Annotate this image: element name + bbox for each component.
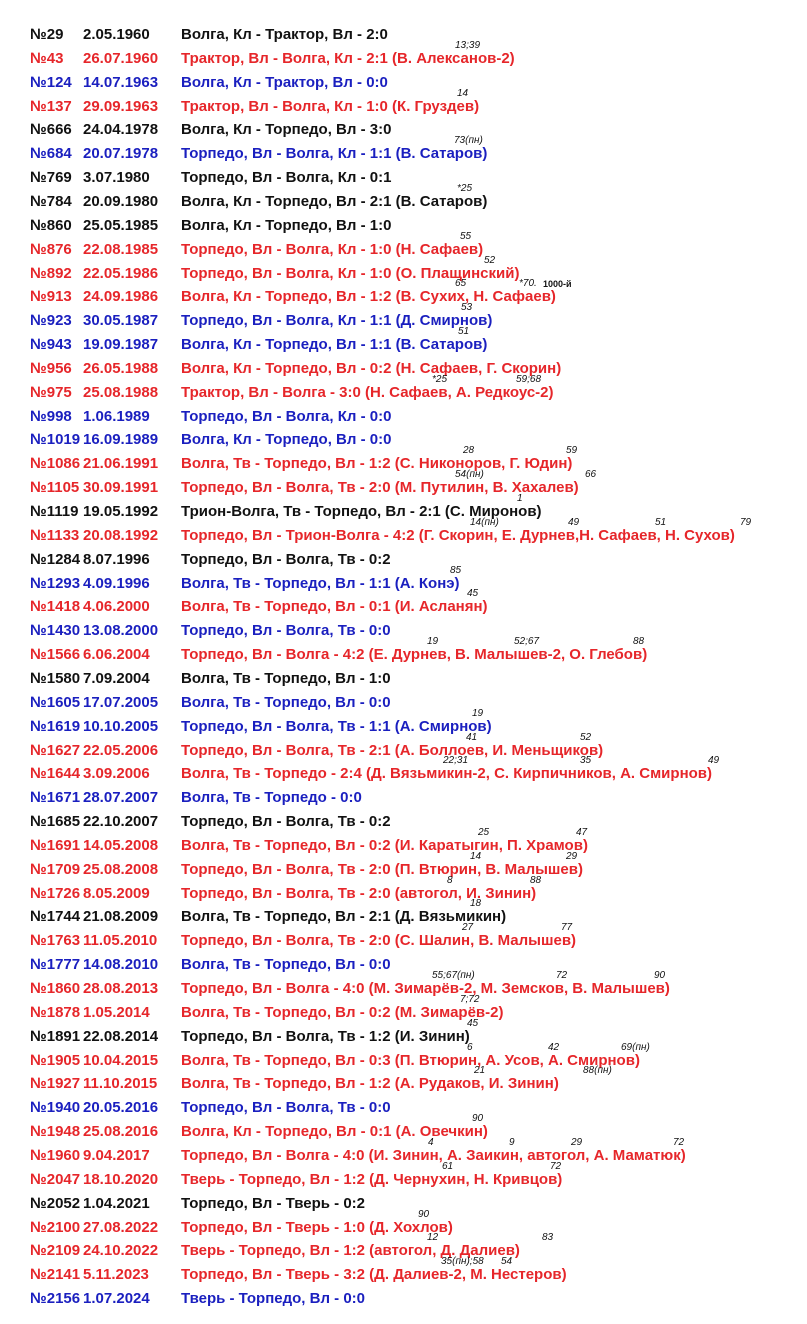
- match-date: 30.05.1987: [83, 312, 159, 330]
- match-result: Торпедо, Вл - Тверь - 1:0 (Д. Хохлов): [181, 1218, 453, 1236]
- goal-minute-note: 25: [478, 826, 490, 838]
- goal-minute-note: 35(пн);58: [441, 1256, 484, 1268]
- goal-minute-note: 65: [455, 278, 467, 290]
- match-row: [0, 787, 807, 811]
- match-date: 1.05.2014: [83, 1003, 150, 1021]
- match-row: [0, 922, 807, 954]
- goal-minute-note: 49: [708, 755, 720, 767]
- match-number: №1086: [30, 455, 81, 473]
- match-number: №998: [30, 407, 72, 425]
- match-date: 11.05.2010: [83, 932, 158, 950]
- match-row: [0, 588, 807, 620]
- goal-minute-note: 47: [576, 826, 588, 838]
- match-number: №137: [30, 97, 72, 115]
- match-date: 22.10.2007: [83, 813, 159, 831]
- match-number: №860: [30, 216, 72, 234]
- goal-minute-note: 88: [530, 874, 542, 886]
- match-result: Торпедо, Вл - Волга, Кл - 1:0 (О. Плащинский): [181, 264, 520, 282]
- match-result: Волга, Кл - Торпедо, Вл - 1:0: [181, 216, 392, 234]
- goal-minute-note: 88: [633, 636, 645, 648]
- goal-minute-note: 41: [466, 731, 478, 743]
- match-row: [0, 1193, 807, 1217]
- match-result: Волга, Тв - Торпедо, Вл - 0:1 (И. Асланян): [181, 598, 488, 616]
- match-row: [0, 1017, 807, 1050]
- goal-minute-note: 52: [580, 731, 592, 743]
- goal-minute-note: 49: [568, 516, 580, 528]
- match-row: [0, 24, 807, 48]
- match-date: 14.07.1963: [83, 73, 159, 91]
- match-date: 25.08.2016: [83, 1123, 159, 1141]
- match-number: №1763: [30, 932, 81, 950]
- match-number: №1709: [30, 860, 81, 878]
- goal-minute-note: 29: [566, 850, 578, 862]
- match-number: №1726: [30, 884, 81, 902]
- match-date: 14.05.2008: [83, 836, 159, 854]
- match-number: №1691: [30, 836, 81, 854]
- match-date: 2.05.1960: [83, 26, 150, 43]
- goal-minute-note: 8: [447, 874, 453, 886]
- match-date: 3.09.2006: [83, 765, 150, 783]
- goal-minute-note: *25: [432, 373, 448, 385]
- match-result: Торпедо, Вл - Волга, Тв - 0:2: [181, 550, 391, 568]
- match-number: №666: [30, 121, 72, 139]
- goal-minute-note: 28: [463, 445, 475, 457]
- match-row: [0, 39, 807, 72]
- match-result: Волга, Кл - Торпедо, Вл - 2:1 (В. Сатаров): [181, 192, 488, 210]
- goal-minute-note: 4: [428, 1136, 434, 1148]
- match-number: №2141: [30, 1266, 81, 1284]
- goal-minute-note: 45: [467, 1017, 479, 1029]
- goal-minute-note: 85: [450, 564, 462, 576]
- goal-minute-note: 14: [457, 87, 469, 99]
- match-number: №2052: [30, 1194, 81, 1212]
- match-result: Волга, Кл - Торпедо, Вл - 0:2 (Н. Сафаев, Г. Скорин): [181, 359, 562, 377]
- match-number: №1905: [30, 1051, 81, 1069]
- match-number: №923: [30, 312, 72, 330]
- match-date: 10.04.2015: [83, 1051, 159, 1069]
- match-result: Трион-Волга, Тв - Торпедо, Вл - 2:1 (С. Миронов): [181, 503, 542, 520]
- match-row: [0, 516, 807, 549]
- match-number: №1948: [30, 1123, 81, 1141]
- match-result: Волга, Тв - Торпедо, Вл - 1:2 (А. Рудаков, И. Зинин): [181, 1075, 559, 1093]
- match-result: Торпедо, Вл - Волга, Кл - 0:1: [181, 169, 392, 187]
- match-date: 10.10.2005: [83, 717, 159, 735]
- match-date: 13.08.2000: [83, 622, 159, 640]
- goal-minute-note: 42: [548, 1041, 560, 1053]
- match-date: 4.06.2000: [83, 598, 150, 616]
- match-date: 24.09.1986: [83, 288, 159, 306]
- match-result: Волга, Кл - Торпедо, Вл - 0:0: [181, 431, 392, 449]
- match-number: №1133: [30, 526, 80, 544]
- match-result: Трактор, Вл - Волга, Кл - 2:1 (В. Алексанов-2): [181, 49, 515, 67]
- goal-minute-note: 52;67: [514, 636, 540, 648]
- match-result: Волга, Кл - Трактор, Вл - 2:0: [181, 26, 388, 43]
- match-row: [0, 358, 807, 382]
- match-result: Торпедо, Вл - Волга, Тв - 2:0 (С. Шалин, В. Малышев): [181, 932, 577, 950]
- match-result: Торпедо, Вл - Волга, Кл - 1:1 (В. Сатаров): [181, 145, 488, 163]
- goal-minute-note: 73(пн): [454, 135, 483, 147]
- match-result: Волга, Кл - Торпедо, Вл - 1:2 (В. Сухих, Н. Сафаев): [181, 288, 556, 306]
- goal-minute-note: 66: [585, 469, 597, 481]
- goal-minute-note: *70.: [519, 278, 537, 290]
- match-number: №892: [30, 264, 72, 282]
- goal-minute-note: 19: [427, 636, 439, 648]
- match-number: №1418: [30, 598, 81, 616]
- match-row: [0, 993, 807, 1026]
- goal-minute-note: 54(пн): [455, 469, 484, 481]
- match-result: Торпедо, Вл - Волга, Кл - 0:0: [181, 407, 392, 425]
- match-row: [0, 970, 807, 1002]
- goal-minute-note: 12: [427, 1232, 439, 1244]
- match-row: [0, 445, 807, 477]
- match-result: Торпедо, Вл - Волга, Тв - 2:0 (автогол, И. Зинин): [181, 884, 537, 902]
- goal-minute-note: 55;67(пн): [432, 970, 475, 981]
- goal-minute-note: 13;39: [455, 39, 481, 51]
- match-result: Волга, Кл - Трактор, Вл - 0:0: [181, 73, 388, 91]
- match-date: 28.08.2013: [83, 980, 159, 997]
- goal-minute-note: 90: [472, 1113, 484, 1125]
- match-row: [0, 230, 807, 263]
- match-result: Трактор, Вл - Волга, Кл - 1:0 (К. Груздев): [181, 97, 480, 115]
- match-number: №1019: [30, 431, 81, 449]
- match-date: 8.07.1996: [83, 550, 150, 568]
- match-number: №1293: [30, 574, 81, 592]
- match-date: 26.07.1960: [83, 49, 159, 67]
- match-result: Торпедо, Вл - Волга - 4:0 (И. Зинин, А. Заикин, автогол, А. Маматюк): [181, 1146, 686, 1164]
- match-result: Торпедо, Вл - Волга - 4:0 (М. Зимарёв-2, М. Земсков, В. Малышев): [181, 980, 670, 997]
- match-result: Волга, Тв - Торпедо, Вл - 1:0: [181, 669, 391, 687]
- match-row: [0, 564, 807, 600]
- match-result: Волга, Тв - Торпедо, Вл - 0:2 (М. Зимарёв-2): [181, 1003, 504, 1021]
- match-row: [0, 898, 807, 930]
- match-date: 24.04.1978: [83, 121, 159, 139]
- match-date: 14.08.2010: [83, 956, 159, 974]
- match-number: №1744: [30, 908, 81, 926]
- goal-minute-note: *25: [457, 182, 473, 194]
- goal-minute-note: 54: [501, 1256, 513, 1268]
- match-result: Волга, Тв - Торпедо, Вл - 0:3 (П. Втюрин, А. Усов, А. Смирнов): [181, 1051, 640, 1069]
- goal-minute-note: 88(пн): [583, 1065, 612, 1077]
- goal-minute-note: 72: [556, 970, 568, 981]
- match-date: 22.05.2006: [83, 741, 159, 759]
- match-number: №2156: [30, 1290, 81, 1308]
- match-result: Волга, Тв - Торпедо - 0:0: [181, 789, 362, 807]
- match-result: Торпедо, Вл - Волга, Тв - 0:2: [181, 813, 391, 831]
- match-result: Волга, Тв - Торпедо, Вл - 2:1 (Д. Вязьмикин): [181, 908, 507, 926]
- match-result: Торпедо, Вл - Волга, Тв - 0:0: [181, 1099, 391, 1117]
- goal-minute-note: 55: [460, 230, 472, 242]
- match-number: №1891: [30, 1027, 81, 1045]
- match-date: 5.11.2023: [83, 1266, 149, 1284]
- match-date: 27.08.2022: [83, 1218, 159, 1236]
- match-number: №1927: [30, 1075, 81, 1093]
- match-number: №975: [30, 383, 72, 401]
- match-row: [0, 167, 807, 191]
- match-row: [0, 406, 807, 430]
- match-date: 22.05.1986: [83, 264, 159, 282]
- match-result: Торпедо, Вл - Тверь - 3:2 (Д. Далиев-2, М. Нестеров): [181, 1266, 567, 1284]
- match-number: №1284: [30, 550, 81, 568]
- match-result: Тверь - Торпедо, Вл - 1:2 (Д. Чернухин, Н. Кривцов): [181, 1170, 563, 1188]
- match-row: [0, 278, 807, 310]
- goal-minute-note: 77: [561, 922, 573, 934]
- match-number: №1685: [30, 813, 81, 831]
- goal-minute-note: 14(пн): [470, 516, 499, 528]
- match-number: №1860: [30, 980, 81, 997]
- match-row: [0, 620, 807, 644]
- match-row: [0, 1097, 807, 1121]
- match-number: №769: [30, 169, 72, 187]
- match-result: Волга, Тв - Торпедо, Вл - 0:0: [181, 956, 391, 974]
- match-row: [0, 1160, 807, 1193]
- match-date: 20.09.1980: [83, 192, 159, 210]
- match-row: [0, 755, 807, 787]
- match-row: [0, 135, 807, 167]
- match-number: №956: [30, 359, 72, 377]
- match-number: №2047: [30, 1170, 81, 1188]
- match-number: №124: [30, 73, 72, 91]
- goal-minute-note: 22;31: [443, 755, 469, 767]
- goal-minute-note: 1000-й: [543, 279, 572, 290]
- match-number: №1105: [30, 479, 80, 497]
- goal-minute-note: 72: [673, 1136, 685, 1148]
- match-number: №2100: [30, 1218, 81, 1236]
- match-row: [0, 826, 807, 859]
- match-row: [0, 429, 807, 453]
- goal-minute-note: 72: [550, 1160, 562, 1172]
- match-date: 28.07.2007: [83, 789, 159, 807]
- match-row: [0, 954, 807, 978]
- match-row: [0, 326, 807, 358]
- match-number: №2109: [30, 1242, 81, 1260]
- match-date: 7.09.2004: [83, 669, 150, 687]
- match-date: 1.07.2024: [83, 1290, 150, 1308]
- match-number: №1119: [30, 503, 79, 520]
- match-date: 4.09.1996: [83, 574, 150, 592]
- goal-minute-note: 6: [467, 1041, 473, 1053]
- match-result: Волга, Тв - Торпедо, Вл - 0:2 (И. Каратыгин, П. Храмов): [181, 836, 588, 854]
- match-result: Волга, Тв - Торпедо, Вл - 1:1 (А. Конэ): [181, 574, 460, 592]
- match-row: [0, 707, 807, 740]
- goal-minute-note: 79: [740, 516, 752, 528]
- match-row: [0, 72, 807, 96]
- goal-minute-note: 51: [458, 326, 470, 338]
- match-number: №1619: [30, 717, 81, 735]
- match-date: 6.06.2004: [83, 646, 150, 664]
- match-date: 18.10.2020: [83, 1170, 159, 1188]
- match-row: [0, 636, 807, 668]
- match-number: №1960: [30, 1146, 81, 1164]
- match-row: [0, 1288, 807, 1312]
- match-row: [0, 1065, 807, 1097]
- match-row: [0, 874, 807, 910]
- match-number: №784: [30, 192, 72, 210]
- match-date: 8.05.2009: [83, 884, 150, 902]
- goal-minute-note: 61: [442, 1160, 454, 1172]
- goal-minute-note: 7;72: [460, 993, 480, 1005]
- match-number: №1878: [30, 1003, 81, 1021]
- match-result: Трактор, Вл - Волга - 3:0 (Н. Сафаев, А. Редкоус-2): [181, 383, 554, 401]
- match-date: 11.10.2015: [83, 1075, 158, 1093]
- match-row: [0, 1113, 807, 1145]
- match-date: 3.07.1980: [83, 169, 150, 187]
- goal-minute-note: 59: [566, 445, 578, 457]
- goal-minute-note: 90: [654, 970, 666, 981]
- match-date: 20.08.1992: [83, 526, 159, 544]
- match-date: 19.05.1992: [83, 503, 159, 520]
- match-row: [0, 668, 807, 692]
- match-row: [0, 549, 807, 573]
- match-row: [0, 731, 807, 767]
- match-row: [0, 1256, 807, 1288]
- match-row: [0, 469, 807, 501]
- match-number: №1671: [30, 789, 81, 807]
- match-row: [0, 1232, 807, 1264]
- match-date: 29.09.1963: [83, 97, 159, 115]
- match-number: №913: [30, 288, 72, 306]
- match-row: [0, 254, 807, 290]
- match-number: №29: [30, 26, 64, 43]
- match-result: Торпедо, Вл - Трион-Волга - 4:2 (Г. Скорин, Е. Дурнев,Н. Сафаев, Н. Сухов): [181, 526, 735, 544]
- match-date: 25.05.1985: [83, 216, 159, 234]
- match-result: Волга, Тв - Торпедо, Вл - 0:0: [181, 693, 391, 711]
- match-date: 16.09.1989: [83, 431, 159, 449]
- goal-minute-note: 45: [467, 588, 479, 600]
- match-row: [0, 373, 807, 406]
- goal-minute-note: 51: [655, 516, 667, 528]
- match-result: Торпедо, Вл - Волга - 4:2 (Е. Дурнев, В. Малышев-2, О. Глебов): [181, 646, 648, 664]
- match-date: 21.06.1991: [83, 455, 159, 473]
- match-result: Волга, Тв - Торпедо, Вл - 1:2 (С. Никоноров, Г. Юдин): [181, 455, 573, 473]
- match-number: №1566: [30, 646, 81, 664]
- goal-minute-note: 19: [472, 707, 484, 719]
- match-date: 24.10.2022: [83, 1242, 159, 1260]
- match-row: [0, 119, 807, 143]
- goal-minute-note: 90: [418, 1208, 430, 1220]
- goal-minute-note: 59;68: [516, 373, 542, 385]
- match-result: Торпедо, Вл - Волга, Кл - 1:1 (Д. Смирнов): [181, 312, 493, 330]
- match-row: [0, 182, 807, 215]
- goal-minute-note: 21: [474, 1065, 486, 1077]
- match-row: [0, 692, 807, 716]
- goal-minute-note: 69(пн): [621, 1041, 650, 1053]
- match-result: Тверь - Торпедо, Вл - 1:2 (автогол, Д. Далиев): [181, 1242, 520, 1260]
- match-result: Волга, Кл - Торпедо, Вл - 3:0: [181, 121, 392, 139]
- goal-minute-note: 53: [461, 302, 473, 314]
- match-row: [0, 850, 807, 883]
- match-result: Торпедо, Вл - Волга, Тв - 2:1 (А. Боллоев, И. Меньщиков): [181, 741, 604, 759]
- match-result: Торпедо, Вл - Волга, Тв - 1:1 (А. Смирнов): [181, 717, 492, 735]
- match-row: [0, 493, 807, 525]
- match-number: №1940: [30, 1099, 81, 1117]
- match-result: Торпедо, Вл - Волга, Тв - 2:0 (П. Втюрин, В. Малышев): [181, 860, 583, 878]
- match-date: 25.08.1988: [83, 383, 159, 401]
- match-date: 9.04.2017: [83, 1146, 150, 1164]
- match-result: Волга, Кл - Торпедо, Вл - 1:1 (В. Сатаров): [181, 336, 488, 354]
- match-date: 20.07.1978: [83, 145, 159, 163]
- match-date: 20.05.2016: [83, 1099, 159, 1117]
- goal-minute-note: 35: [580, 755, 592, 767]
- match-number: №876: [30, 240, 72, 258]
- goal-minute-note: 52: [484, 254, 496, 266]
- match-row: [0, 811, 807, 835]
- match-result: Торпедо, Вл - Волга, Тв - 1:2 (И. Зинин): [181, 1027, 470, 1045]
- match-date: 25.08.2008: [83, 860, 159, 878]
- match-date: 22.08.2014: [83, 1027, 159, 1045]
- match-result: Торпедо, Вл - Волга, Тв - 0:0: [181, 622, 391, 640]
- goal-minute-note: 27: [462, 922, 474, 934]
- goal-minute-note: 1: [517, 493, 523, 504]
- match-number: №1777: [30, 956, 81, 974]
- match-number: №43: [30, 49, 64, 67]
- match-row: [0, 87, 807, 120]
- match-result: Тверь - Торпедо, Вл - 0:0: [181, 1290, 366, 1308]
- goal-minute-note: 14: [470, 850, 482, 862]
- match-result: Волга, Кл - Торпедо, Вл - 0:1 (А. Овечкин): [181, 1123, 488, 1141]
- match-result: Торпедо, Вл - Волга, Тв - 2:0 (М. Путилин, В. Хахалев): [181, 479, 579, 497]
- match-row: [0, 215, 807, 239]
- match-date: 21.08.2009: [83, 908, 159, 926]
- match-row: [0, 1041, 807, 1077]
- match-number: №1627: [30, 741, 81, 759]
- match-number: №1580: [30, 669, 81, 687]
- goal-minute-note: 18: [470, 898, 482, 910]
- match-number: №943: [30, 336, 72, 354]
- match-date: 26.05.1988: [83, 359, 159, 377]
- match-number: №1644: [30, 765, 81, 783]
- match-result: Волга, Тв - Торпедо - 2:4 (Д. Вязьмикин-2, С. Кирпичников, А. Смирнов): [181, 765, 713, 783]
- match-date: 22.08.1985: [83, 240, 159, 258]
- match-row: [0, 1208, 807, 1244]
- match-date: 17.07.2005: [83, 693, 159, 711]
- match-row: [0, 1136, 807, 1169]
- match-result: Торпедо, Вл - Волга, Кл - 1:0 (Н. Сафаев): [181, 240, 484, 258]
- goal-minute-note: 83: [542, 1232, 554, 1244]
- goal-minute-note: 29: [571, 1136, 583, 1148]
- match-date: 19.09.1987: [83, 336, 159, 354]
- match-date: 1.06.1989: [83, 407, 150, 425]
- match-row: [0, 302, 807, 334]
- match-number: №1605: [30, 693, 81, 711]
- match-date: 1.04.2021: [83, 1194, 150, 1212]
- match-number: №1430: [30, 622, 81, 640]
- match-number: №684: [30, 145, 72, 163]
- goal-minute-note: 9: [509, 1136, 515, 1148]
- match-result: Торпедо, Вл - Тверь - 0:2: [181, 1194, 366, 1212]
- match-date: 30.09.1991: [83, 479, 159, 497]
